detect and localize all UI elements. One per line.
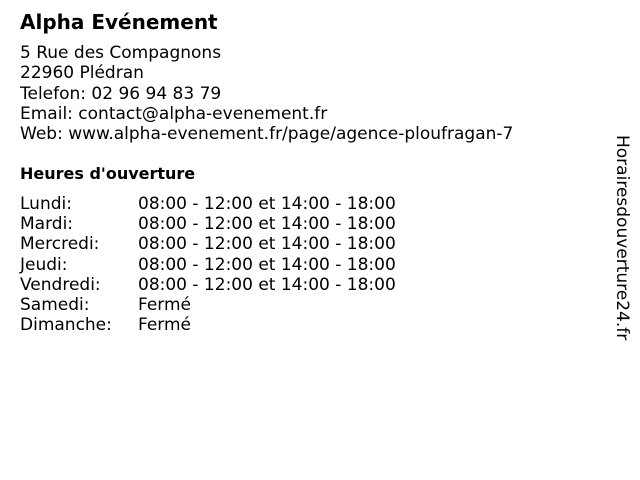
time-value: 08:00 - 12:00 et 14:00 - 18:00 (138, 254, 396, 275)
day-label: Vendredi: (20, 274, 101, 295)
day-label: Samedi: (20, 295, 90, 316)
time-value: Fermé (138, 315, 192, 336)
time-value: Fermé (138, 295, 192, 316)
time-value: 08:00 - 12:00 et 14:00 - 18:00 (138, 194, 396, 214)
business-name: Alpha Evénement (20, 10, 218, 34)
web-line: Web: www.alpha-evenement.fr/page/agence-ploufragan-7 (20, 124, 514, 145)
time-value: 08:00 - 12:00 et 14:00 - 18:00 (138, 274, 396, 295)
time-value: 08:00 - 12:00 et 14:00 - 18:00 (138, 214, 396, 235)
contact-info (20, 43, 513, 144)
hours-row-monday (20, 194, 396, 214)
hours-row-tuesday (20, 214, 396, 234)
hours-row-saturday (20, 295, 396, 315)
hours-table (20, 194, 396, 335)
hours-row-friday (20, 275, 396, 295)
time-value: 08:00 - 12:00 et 14:00 - 18:00 (138, 234, 396, 255)
phone-line: Telefon: 02 96 94 83 79 (20, 83, 222, 104)
day-label: Lundi: (20, 194, 72, 214)
watermark-text: Horairesdouverture24.fr (612, 135, 632, 341)
hours-row-sunday (20, 315, 396, 335)
day-label: Dimanche: (20, 315, 112, 336)
address-line-street: 5 Rue des Compagnons (20, 43, 222, 63)
hours-row-thursday (20, 255, 396, 275)
address-line-city: 22960 Plédran (20, 63, 144, 84)
email-line: Email: contact@alpha-evenement.fr (20, 103, 328, 124)
hours-row-wednesday (20, 234, 396, 254)
day-label: Jeudi: (20, 254, 68, 275)
day-label: Mercredi: (20, 234, 100, 255)
day-label: Mardi: (20, 214, 74, 235)
hours-title: Heures d'ouverture (20, 164, 196, 183)
